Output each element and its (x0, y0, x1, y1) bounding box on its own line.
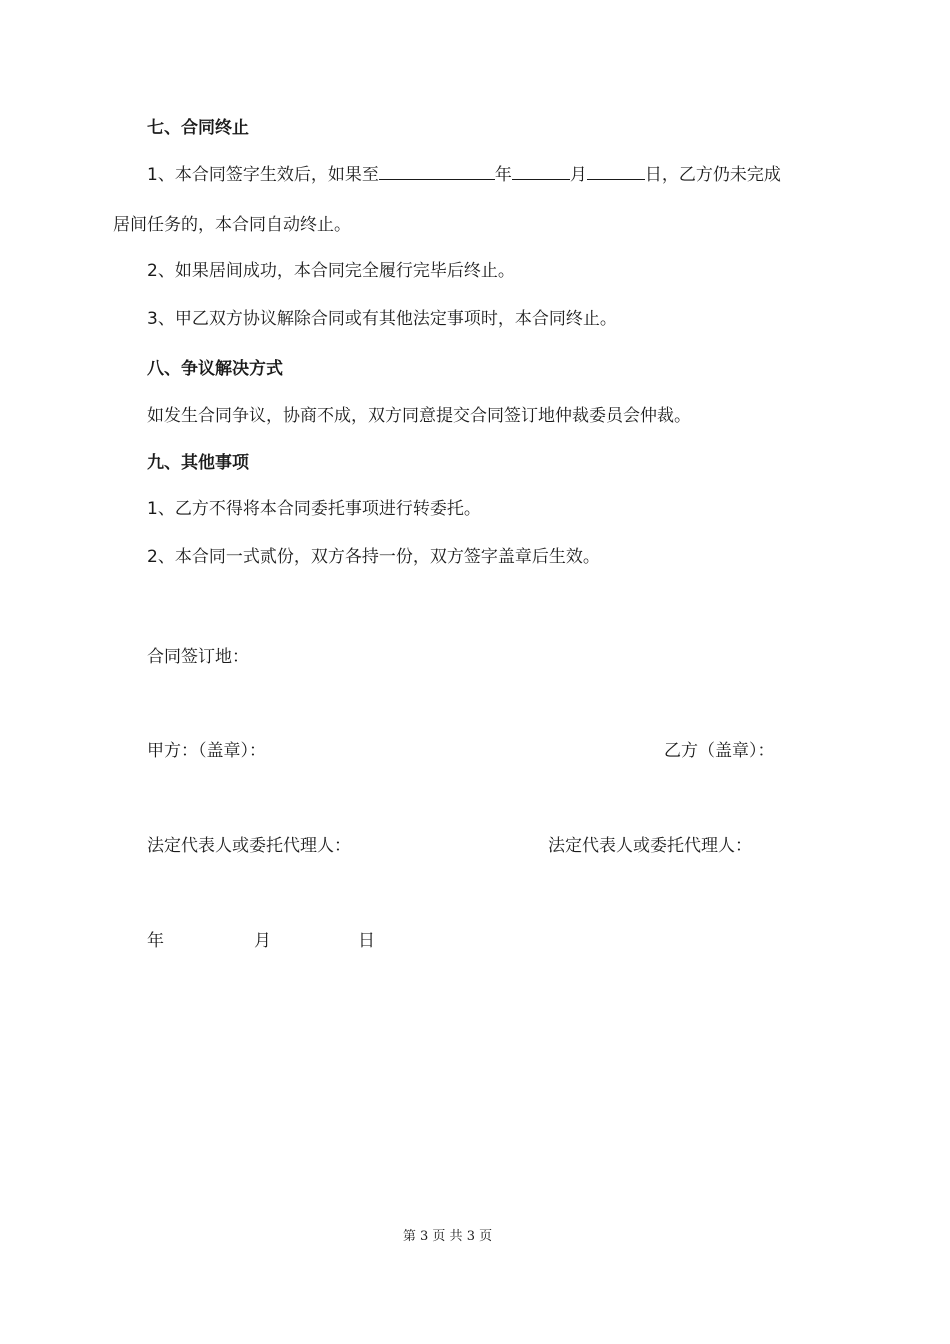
section7-item2: 2、如果居间成功，本合同完全履行完毕后终止。 (147, 261, 515, 281)
section7-item3: 3、甲乙双方协议解除合同或有其他法定事项时，本合同终止。 (147, 309, 617, 329)
year-label: 年 (494, 165, 512, 185)
party-a-seal: 甲方：（盖章）： (147, 741, 266, 761)
page-number-footer: 第 3 页 共 3 页 (402, 1229, 493, 1244)
section8-title: 八、争议解决方式 (147, 359, 283, 379)
party-b-seal: 乙方（盖章）： (664, 741, 775, 761)
signing-place-label: 合同签订地： (147, 647, 249, 667)
year-blank (379, 161, 495, 180)
section7-item1-text: 1、本合同签字生效后，如果至 (147, 165, 379, 185)
month-label: 月 (569, 165, 587, 185)
section8-text: 如发生合同争议，协商不成，双方同意提交合同签订地仲裁委员会仲裁。 (147, 406, 691, 426)
party-b-representative: 法定代表人或委托代理人： (548, 836, 752, 856)
day-blank (587, 161, 645, 180)
section7-item1-line1 (147, 161, 781, 187)
section9-item2: 2、本合同一式贰份，双方各持一份，双方签字盖章后生效。 (147, 547, 600, 567)
date-year-label: 年 (147, 931, 164, 951)
party-a-representative: 法定代表人或委托代理人： (147, 836, 351, 856)
section9-item1: 1、乙方不得将本合同委托事项进行转委托。 (147, 499, 481, 519)
date-month-label: 月 (254, 931, 271, 951)
section9-title: 九、其他事项 (147, 453, 249, 473)
date-day-label: 日 (358, 931, 375, 951)
day-label: 日，乙方仍未完成 (644, 165, 781, 185)
section7-item1-line2: 居间任务的，本合同自动终止。 (113, 215, 351, 235)
section7-title: 七、合同终止 (147, 118, 249, 138)
month-blank (512, 161, 570, 180)
